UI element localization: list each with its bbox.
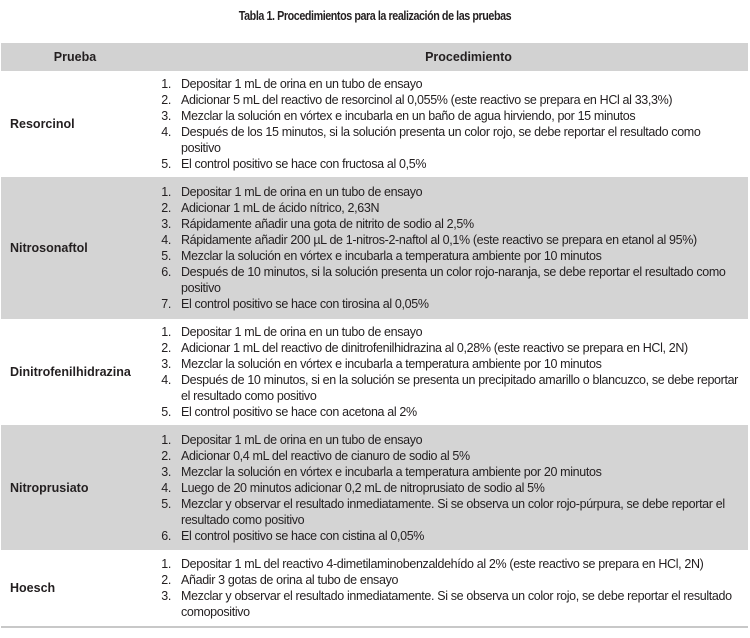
step-text: Adicionar 5 mL del reactivo de resorcinol al 0,055% (este reactivo se prepara en HCl al 33,3%): [181, 93, 673, 107]
table-title: Tabla 1. Procedimientos para la realización de las pruebas: [238, 9, 512, 23]
step-text: Depositar 1 mL de orina en un tubo de ensayo: [181, 77, 423, 91]
table-row-nitroprusiato: [1, 425, 748, 550]
procedure-step: [161, 464, 742, 480]
step-number: 6.: [161, 528, 171, 543]
step-text: Adicionar 0,4 mL del reactivo de cianuro de sodio al 5%: [181, 448, 470, 463]
procedure-step: [161, 588, 742, 620]
step-text: Añadir 3 gotas de orina al tubo de ensayo: [181, 573, 399, 587]
procedure-step: [161, 232, 742, 248]
procedure-cell: [149, 319, 748, 425]
step-number: 2.: [161, 201, 171, 215]
step-text: Después de 10 minutos, si en la solución se presenta un precipitado amarillo o blancuzco, se debe reportar el resultado como positivo: [181, 373, 738, 403]
step-text: El control positivo se hace con acetona al 2%: [181, 405, 417, 419]
procedure-step: [161, 404, 742, 420]
table-row-dinitrofenilhidrazina: [1, 319, 748, 425]
step-number: 5.: [161, 496, 171, 511]
step-text: El control positivo se hace con fructosa al 0,5%: [181, 157, 427, 171]
procedure-step: [161, 356, 742, 372]
procedure-step: [161, 76, 742, 92]
step-number: 4.: [161, 233, 171, 247]
procedure-step: [161, 184, 742, 200]
table-row-nitrosonaftol: [1, 177, 748, 319]
step-text: Depositar 1 mL de orina en un tubo de ensayo: [181, 432, 423, 447]
procedure-step: [161, 296, 742, 312]
step-number: 4.: [161, 373, 171, 387]
step-text: Depositar 1 mL de orina en un tubo de ensayo: [181, 185, 423, 199]
step-number: 5.: [161, 157, 171, 171]
table-header-row: [1, 43, 748, 71]
test-name: Nitroprusiato: [1, 425, 149, 550]
step-number: 2.: [161, 448, 171, 463]
procedure-steps: [149, 551, 748, 625]
step-text: Rápidamente añadir una gota de nitrito de sodio al 2,5%: [181, 217, 474, 231]
procedure-step: [161, 156, 742, 172]
step-text: El control positivo se hace con tirosina al 0,05%: [181, 297, 429, 311]
step-text: Después de los 15 minutos, si la solución presenta un color rojo, se debe reportar el resultado como positivo: [181, 125, 701, 155]
procedure-step: [161, 496, 742, 528]
procedure-step: [161, 528, 742, 544]
step-text: Mezclar la solución en vórtex e incubarla a temperatura ambiente por 10 minutos: [181, 357, 602, 371]
step-text: Depositar 1 mL de orina en un tubo de ensayo: [181, 325, 423, 339]
test-name: Dinitrofenilhidrazina: [10, 365, 131, 379]
procedure-step: [161, 572, 742, 588]
step-text: Depositar 1 mL del reactivo 4-dimetilaminobenzaldehído al 2% (este reactivo se prepara en HCl, 2N): [181, 557, 704, 571]
step-number: 1.: [161, 325, 171, 339]
step-text: Mezclar la solución en vórtex e incubarla a temperatura ambiente por 10 minutos: [181, 249, 602, 263]
procedure-step: [161, 480, 742, 496]
step-number: 2.: [161, 93, 171, 107]
test-name: Hoesch: [1, 550, 149, 627]
step-number: 4.: [161, 480, 171, 495]
step-text: Rápidamente añadir 200 µL de 1-nitros-2-naftol al 0,1% (este reactivo se prepara en etanol al 95%): [181, 233, 697, 247]
step-number: 6.: [161, 265, 171, 279]
procedure-step: [161, 248, 742, 264]
step-number: 1.: [161, 557, 171, 571]
procedure-step: [161, 264, 742, 296]
step-number: 2.: [161, 341, 171, 355]
step-text: Adicionar 1 mL del reactivo de dinitrofenilhidrazina al 0,28% (este reactivo se prepara en HCl, 2N): [181, 341, 688, 355]
procedures-table: [1, 43, 748, 628]
step-text: Luego de 20 minutos adicionar 0,2 mL de nitroprusiato de sodio al 5%: [181, 480, 545, 495]
step-number: 2.: [161, 573, 171, 587]
procedure-cell: [149, 550, 748, 627]
procedure-step: [161, 124, 742, 156]
procedure-step: [161, 448, 742, 464]
procedure-cell: [149, 177, 748, 319]
step-number: 3.: [161, 217, 171, 231]
table-row-resorcinol: [1, 71, 748, 177]
step-number: 3.: [161, 589, 171, 603]
step-text: Adicionar 1 mL de ácido nítrico, 2,63N: [181, 201, 380, 215]
procedure-step: [161, 200, 742, 216]
procedure-steps: [149, 319, 748, 425]
step-number: 1.: [161, 185, 171, 199]
step-number: 3.: [161, 464, 171, 479]
test-name: Resorcinol: [10, 117, 75, 131]
column-header-test: Prueba: [1, 43, 149, 71]
procedure-step: [161, 108, 742, 124]
procedure-step: [161, 340, 742, 356]
step-number: 3.: [161, 357, 171, 371]
step-text: Mezclar la solución en vórtex e incubarla en un baño de agua hirviendo, por 15 minutos: [181, 109, 636, 123]
step-text: Mezclar la solución en vórtex e incubarla a temperatura ambiente por 20 minutos: [181, 464, 602, 479]
step-number: 1.: [161, 432, 171, 447]
step-text: El control positivo se hace con cistina al 0,05%: [181, 528, 425, 543]
procedure-steps: [149, 71, 748, 177]
step-number: 1.: [161, 77, 171, 91]
procedure-step: [161, 216, 742, 232]
procedure-step: [161, 556, 742, 572]
procedure-cell: [149, 425, 748, 550]
table-row-hoesch: [1, 550, 748, 627]
step-number: 4.: [161, 125, 171, 139]
step-text: Mezclar y observar el resultado inmediatamente. Si se observa un color rojo-púrpura, se debe reportar el resultado como positivo: [181, 496, 725, 527]
column-header-procedure: Procedimiento: [149, 43, 748, 71]
step-number: 5.: [161, 249, 171, 263]
procedure-cell: [149, 71, 748, 177]
step-number: 7.: [161, 297, 171, 311]
procedure-step: [161, 324, 742, 340]
step-number: 3.: [161, 109, 171, 123]
step-text: Después de 10 minutos, si la solución presenta un color rojo-naranja, se debe reportar el resultado como positivo: [181, 265, 726, 295]
test-name: Nitrosonaftol: [1, 177, 149, 319]
step-text: Mezclar y observar el resultado inmediatamente. Si se observa un color rojo, se debe reportar el resultado comopositivo: [181, 589, 732, 619]
procedure-steps: [149, 427, 748, 549]
procedure-step: [161, 92, 742, 108]
procedure-steps: [149, 179, 748, 317]
procedure-step: [161, 372, 742, 404]
step-number: 5.: [161, 405, 171, 419]
procedure-step: [161, 432, 742, 448]
